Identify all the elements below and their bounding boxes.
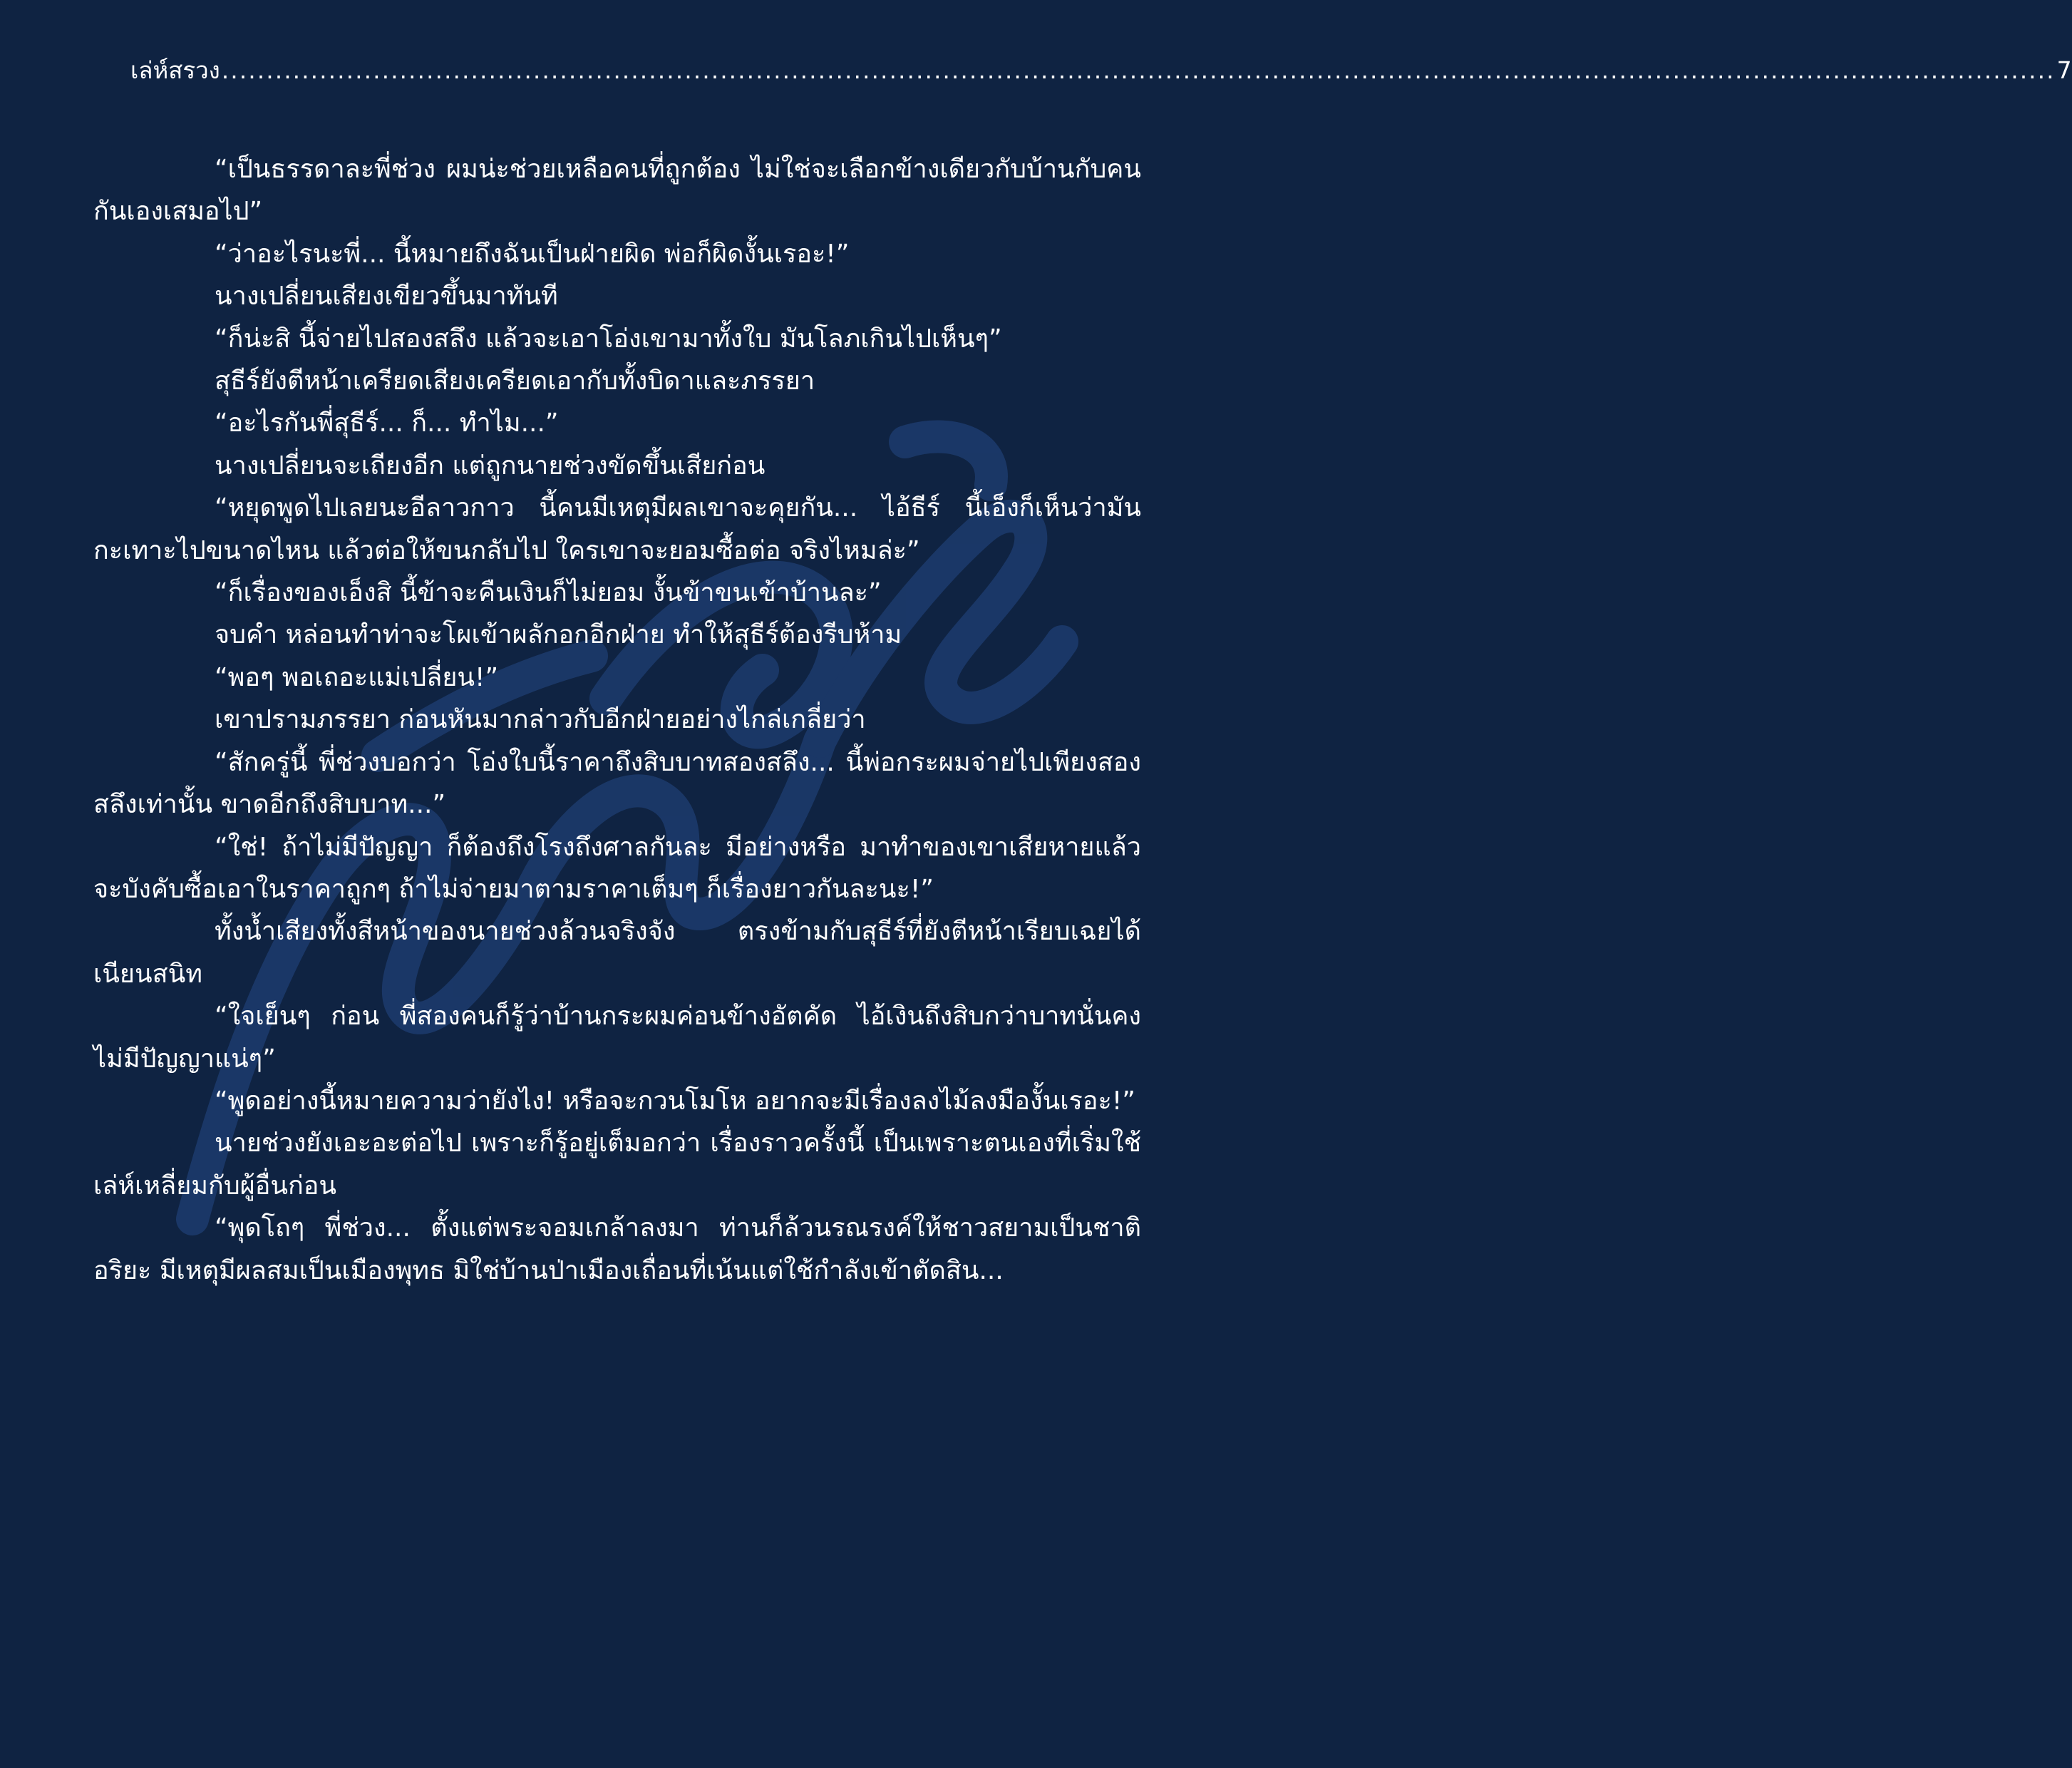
paragraph: “หยุดพูดไปเลยนะอีลาวกาว นี้คนมีเหตุมีผลเขาจะคุยกัน... ไอ้ธีร์ นี้เอ็งก็เห็นว่ามันกะเทาะไปขนาดไหน แล้วต่อให้ขนกลับไป ใครเขาจะยอมซื้อต่อ จริงไหมล่ะ” <box>93 493 1141 565</box>
paragraph: สุธีร์ยังตีหน้าเครียดเสียงเครียดเอากับทั้งบิดาและภรรยา <box>215 366 815 396</box>
paragraph: “ว่าอะไรนะพี่... นี้หมายถึงฉันเป็นฝ่ายผิด พ่อก็ผิดงั้นเรอะ!” <box>215 239 850 269</box>
paragraph: จบคำ หล่อนทำท่าจะโผเข้าผลักอกอีกฝ่าย ทำให้สุธีร์ต้องรีบห้าม <box>215 620 902 650</box>
paragraph: “ก็น่ะสิ นี้จ่ายไปสองสลึง แล้วจะเอาโอ่งเขามาทั้งใบ มันโลภเกินไปเห็นๆ” <box>215 324 1002 354</box>
paragraph: “พุดโถๆ พี่ช่วง... ตั้งแต่พระจอมเกล้าลงมา ท่านก็ล้วนรณรงค์ให้ชาวสยามเป็นชาติอริยะ มีเหตุมีผลสมเป็นเมืองพุทธ มิใช่บ้านป่าเมืองเถื่อนที่เน้นแต่ใช้กำลังเข้าตัดสิน... <box>93 1213 1141 1285</box>
paragraph: “ใช่! ถ้าไม่มีปัญญา ก็ต้องถึงโรงถึงศาลกันละ มีอย่างหรือ มาทำของเขาเสียหายแล้วจะบังคับซื้อเอาในราคาถูกๆ ถ้าไม่จ่ายมาตามราคาเต็มๆ ก็เรื่องยาวกันละนะ!” <box>93 832 1141 904</box>
paragraph: เขาปรามภรรยา ก่อนหันมากล่าวกับอีกฝ่ายอย่างไกล่เกลี่ยว่า <box>215 705 866 735</box>
paragraph: ทั้งน้ำเสียงทั้งสีหน้าของนายช่วงล้วนจริงจัง ตรงข้ามกับสุธีร์ที่ยังตีหน้าเรียบเฉยได้เนียนสนิท <box>93 917 1141 989</box>
paragraph: “ก็เรื่องของเอ็งสิ นี้ข้าจะคืนเงินก็ไม่ยอม งั้นข้าขนเข้าบ้านละ” <box>215 578 882 608</box>
paragraph: “อะไรกันพี่สุธีร์... ก็... ทำไม...” <box>215 408 559 438</box>
paragraph: “ใจเย็นๆ ก่อน พี่สองคนก็รู้ว่าบ้านกระผมค่อนข้างอัตคัด ไอ้เงินถึงสิบกว่าบาทนั่นคงไม่มีปัญญาแน่ๆ” <box>93 1002 1141 1074</box>
dot-leader: .............................................................................................................................................................................................................. <box>221 56 2056 84</box>
page-header <box>130 53 2072 88</box>
paragraph: นายช่วงยังเอะอะต่อไป เพราะก็รู้อยู่เต็มอกว่า เรื่องราวครั้งนี้ เป็นเพราะตนเองที่เริ่มใช้เล่ห์เหลี่ยมกับผู้อื่นก่อน <box>93 1129 1141 1201</box>
paragraph: “เป็นธรรดาละพี่ช่วง ผมน่ะช่วยเหลือคนที่ถูกต้อง ไม่ใช่จะเลือกข้างเดียวกับบ้านกับคนกันเองเสมอไป” <box>93 155 1141 227</box>
paragraph: นางเปลี่ยนเสียงเขียวขึ้นมาทันที <box>215 282 558 312</box>
paragraph: นางเปลี่ยนจะเถียงอีก แต่ถูกนายช่วงขัดขึ้นเสียก่อน <box>215 451 766 480</box>
page-number: 7 <box>2056 56 2072 84</box>
book-title: เล่ห์สรวง <box>130 56 220 84</box>
paragraph: “สักครู่นี้ พี่ช่วงบอกว่า โอ่งใบนี้ราคาถึงสิบบาทสองสลึง... นี้พ่อกระผมจ่ายไปเพียงสองสลึงเท่านั้น ขาดอีกถึงสิบบาท...” <box>93 747 1141 820</box>
paragraph: “พูดอย่างนี้หมายความว่ายังไง! หรือจะกวนโมโห อยากจะมีเรื่องลงไม้ลงมืองั้นเรอะ!” <box>215 1086 1135 1116</box>
paragraph: “พอๆ พอเถอะแม่เปลี่ยน!” <box>215 662 499 692</box>
body-text <box>93 148 1141 1292</box>
